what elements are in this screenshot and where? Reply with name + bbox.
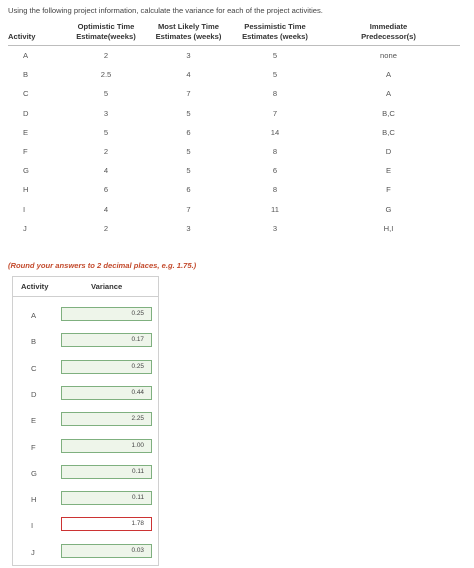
variance-input[interactable]: 0.25: [61, 307, 152, 321]
cell-most-likely: 5: [186, 108, 191, 118]
cell-predecessor: A: [385, 70, 392, 80]
cell-activity: J: [23, 223, 27, 233]
table-row: [8, 180, 460, 199]
variance-activity-label: G: [31, 468, 37, 478]
variance-activity-label: A: [31, 311, 37, 320]
cell-optimistic: 2: [103, 51, 109, 61]
cell-predecessor: A: [385, 89, 392, 99]
cell-pessimistic: 5: [272, 51, 278, 61]
cell-activity: H: [23, 185, 29, 195]
cell-most-likely: 6: [186, 185, 191, 195]
cell-optimistic: 3: [103, 108, 109, 118]
cell-pessimistic: 8: [272, 185, 278, 195]
variance-row: [13, 539, 158, 565]
cell-most-likely: 3: [186, 51, 191, 61]
rounding-note: (Round your answers to 2 decimal places, e.g. 1.75.): [8, 261, 197, 270]
cell-predecessor: F: [386, 185, 391, 195]
variance-row: [13, 434, 158, 460]
cell-optimistic: 5: [103, 89, 109, 99]
variance-activity-label: I: [31, 521, 34, 531]
table-row: [8, 65, 460, 84]
variance-input[interactable]: 1.00: [61, 439, 152, 453]
variance-activity-label: H: [31, 495, 37, 505]
variance-row: [13, 512, 158, 538]
cell-optimistic: 6: [103, 185, 109, 195]
variance-activity-label: F: [31, 442, 36, 452]
table-row: [8, 104, 460, 123]
variance-row: [13, 302, 158, 328]
cell-optimistic: 4: [103, 204, 109, 214]
header-pessimistic: Pessimistic Time Estimates (weeks): [233, 20, 317, 46]
variance-row: [13, 486, 158, 512]
variance-activity-label: C: [31, 363, 37, 373]
cell-most-likely: 6: [186, 127, 191, 137]
variance-header-activity: Activity: [21, 282, 49, 291]
cell-pessimistic: 8: [272, 89, 278, 99]
header-activity: Activity: [8, 20, 68, 46]
table-row: [8, 46, 460, 66]
variance-row: [13, 355, 158, 381]
cell-activity: I: [23, 204, 26, 214]
cell-activity: G: [23, 166, 29, 176]
cell-pessimistic: 6: [272, 166, 278, 176]
table-header-row: [8, 20, 460, 46]
table-row: [8, 142, 460, 161]
variance-row: [13, 407, 158, 433]
cell-most-likely: 5: [186, 147, 191, 157]
variance-row: [13, 381, 158, 407]
table-row: [8, 200, 460, 219]
cell-most-likely: 5: [186, 166, 191, 176]
cell-optimistic: 2: [103, 147, 109, 157]
cell-pessimistic: 5: [272, 70, 278, 80]
table-row: [8, 84, 460, 103]
cell-most-likely: 4: [186, 70, 191, 80]
cell-activity: A: [23, 51, 29, 61]
cell-activity: B: [23, 70, 29, 80]
cell-most-likely: 7: [186, 89, 191, 99]
cell-activity: D: [23, 108, 29, 118]
variance-activity-label: B: [31, 337, 37, 347]
table-row: [8, 123, 460, 142]
cell-pessimistic: 8: [272, 147, 278, 157]
cell-optimistic: 4: [103, 166, 109, 176]
cell-pessimistic: 3: [272, 223, 278, 233]
variance-header-row: [13, 277, 158, 297]
instructions-text: Using the following project information, calculate the variance for each of the project activities.: [8, 6, 323, 15]
variance-input[interactable]: 2.25: [61, 412, 152, 426]
cell-predecessor: B,C: [382, 127, 395, 137]
variance-input[interactable]: 0.11: [61, 465, 152, 479]
header-most-likely: Most Likely Time Estimates (weeks): [144, 20, 233, 46]
cell-activity: F: [23, 147, 28, 157]
variance-input[interactable]: 0.11: [61, 491, 152, 505]
cell-predecessor: B,C: [382, 108, 395, 118]
variance-header-variance: Variance: [91, 282, 123, 291]
cell-predecessor: H,I: [383, 223, 394, 233]
project-activities-table: [8, 20, 460, 238]
cell-predecessor: none: [380, 51, 397, 61]
table-row: [8, 219, 460, 238]
cell-predecessor: E: [385, 166, 392, 176]
variance-input[interactable]: 1.78: [61, 517, 152, 531]
cell-optimistic: 5: [103, 127, 109, 137]
cell-pessimistic: 11: [271, 204, 279, 214]
cell-pessimistic: 14: [270, 127, 280, 137]
cell-optimistic: 2.5: [100, 70, 112, 80]
cell-most-likely: 3: [186, 223, 191, 233]
variance-activity-label: J: [31, 547, 35, 557]
variance-activity-label: D: [31, 389, 37, 399]
variance-activity-label: E: [31, 416, 37, 426]
cell-activity: E: [23, 127, 29, 137]
cell-predecessor: D: [385, 147, 392, 157]
cell-pessimistic: 7: [272, 108, 278, 118]
variance-input[interactable]: 0.03: [61, 544, 152, 558]
variance-row: [13, 328, 158, 354]
header-optimistic: Optimistic Time Estimate(weeks): [68, 20, 144, 46]
cell-most-likely: 7: [186, 204, 191, 214]
cell-activity: C: [23, 89, 29, 99]
variance-input[interactable]: 0.25: [61, 360, 152, 374]
variance-table: [12, 276, 159, 566]
table-row: [8, 161, 460, 180]
cell-optimistic: 2: [103, 223, 109, 233]
cell-predecessor: G: [385, 204, 392, 214]
variance-input[interactable]: 0.44: [61, 386, 152, 400]
variance-input[interactable]: 0.17: [61, 333, 152, 347]
variance-row: [13, 460, 158, 486]
header-predecessors: Immediate Predecessor(s): [317, 20, 460, 46]
